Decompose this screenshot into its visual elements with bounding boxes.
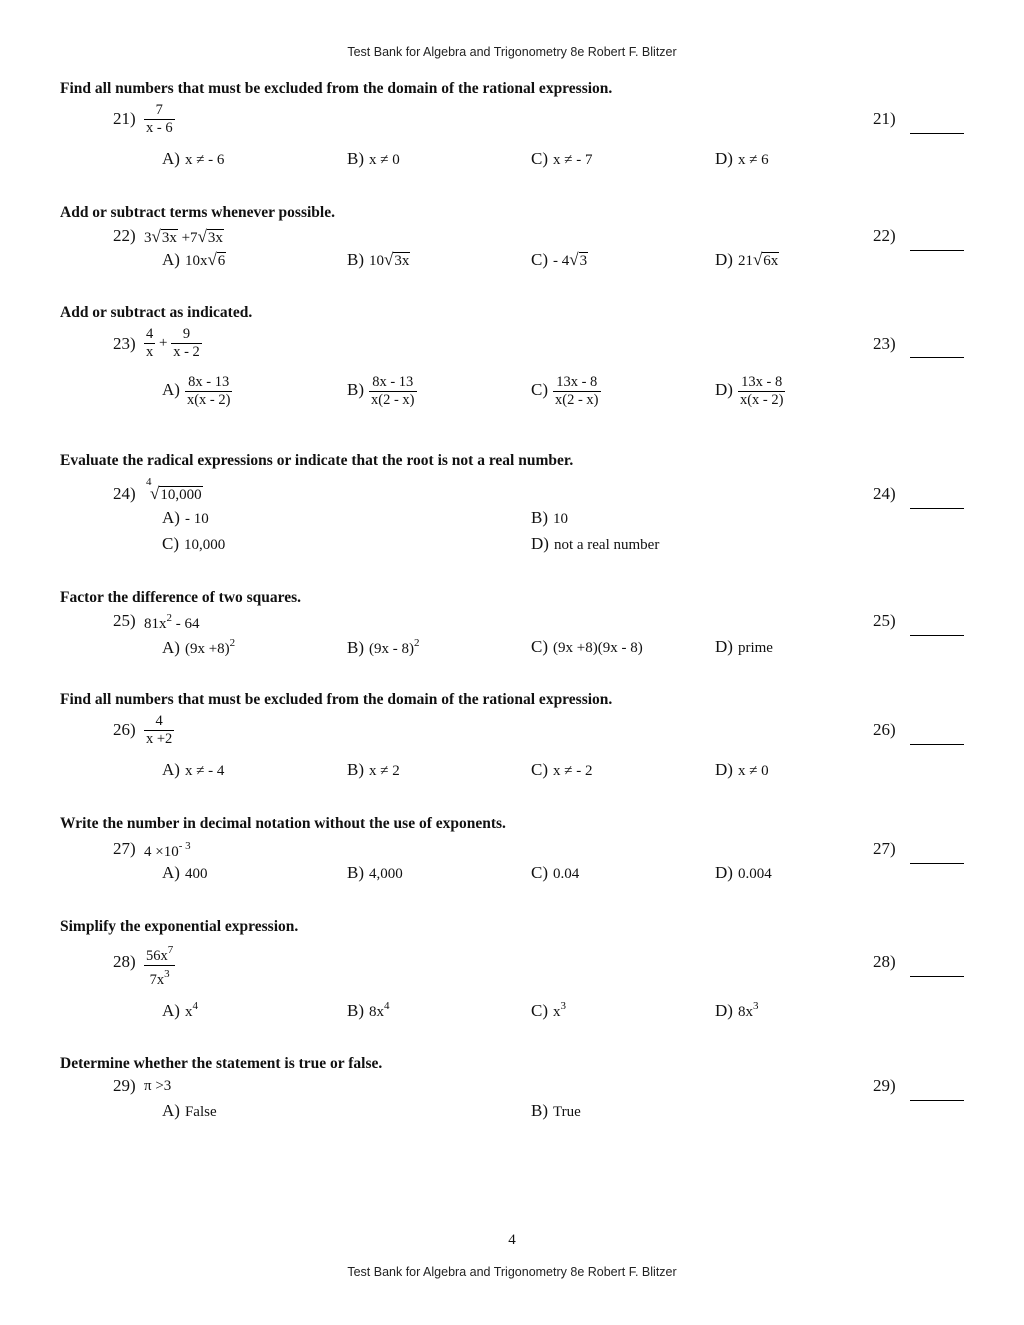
- instruction-21: Find all numbers that must be excluded from the domain of the rational expression.: [60, 80, 613, 97]
- option-27-c[interactable]: C) 0.04: [531, 863, 580, 882]
- option-28-d[interactable]: D) $8x^3$: [715, 1000, 759, 1020]
- fraction: $\frac{56x^7}{7x^3}$: [146, 944, 174, 988]
- answer-blank-27[interactable]: [910, 863, 964, 864]
- option-23-b[interactable]: B) $\frac{8x - 13}{x(2 - x)}$: [347, 374, 415, 408]
- question-22-expression: 3√3x +7√3x: [144, 227, 223, 246]
- answer-blank-24[interactable]: [910, 508, 964, 509]
- page-number: 4: [508, 1232, 516, 1248]
- fraction: $\frac{4}{x +2}$: [146, 713, 173, 747]
- option-28-a[interactable]: A) $x^4$: [162, 1000, 198, 1020]
- option-28-b[interactable]: B) $8x^4$: [347, 1000, 390, 1020]
- option-24-c[interactable]: C) 10,000: [162, 534, 226, 553]
- answer-blank-28[interactable]: [910, 976, 964, 977]
- option-26-c[interactable]: C) x ≠ - 2: [531, 760, 593, 779]
- page-header: Test Bank for Algebra and Trigonometry 8e Robert F. Blitzer: [347, 45, 677, 59]
- answer-label-29: 29): [873, 1076, 896, 1095]
- question-25-expression: $81x^2 - 64$: [144, 612, 200, 632]
- option-25-c[interactable]: C) (9x +8)(9x - 8): [531, 637, 643, 656]
- option-25-d[interactable]: D) prime: [715, 637, 773, 656]
- option-23-a[interactable]: A) $\frac{8x - 13}{x(x - 2)}$: [162, 374, 231, 408]
- option-25-b[interactable]: B) (9x - 8)$^2$: [347, 637, 420, 657]
- question-29-expression: π >3: [144, 1078, 172, 1094]
- question-24-expression: 4 √10,000: [146, 476, 202, 503]
- option-29-b[interactable]: B) True: [531, 1101, 581, 1120]
- instruction-25: Factor the difference of two squares.: [60, 589, 302, 606]
- option-22-b[interactable]: B) 10√3x: [347, 250, 410, 269]
- option-26-b[interactable]: B) x ≠ 2: [347, 760, 400, 779]
- fraction: $\frac{7}{x - 6}$: [146, 102, 173, 136]
- answer-label-28: 28): [873, 952, 896, 971]
- option-27-a[interactable]: A) 400: [162, 863, 208, 882]
- instruction-28: Simplify the exponential expression.: [60, 918, 299, 935]
- answer-label-24: 24): [873, 484, 896, 503]
- option-23-d[interactable]: D) $\frac{13x - 8}{x(x - 2)}$: [715, 374, 784, 408]
- page-footer: Test Bank for Algebra and Trigonometry 8e Robert F. Blitzer: [347, 1265, 677, 1279]
- question-number-28: 28): [113, 952, 136, 971]
- instruction-29: Determine whether the statement is true or false.: [60, 1055, 383, 1072]
- answer-label-21: 21): [873, 109, 896, 128]
- option-26-d[interactable]: D) x ≠ 0: [715, 760, 769, 779]
- instruction-22: Add or subtract terms whenever possible.: [60, 204, 335, 221]
- option-24-b[interactable]: B) 10: [531, 508, 568, 527]
- answer-blank-26[interactable]: [910, 744, 964, 745]
- option-27-b[interactable]: B) 4,000: [347, 863, 403, 882]
- option-21-c[interactable]: C) x ≠ - 7: [531, 149, 593, 168]
- option-22-d[interactable]: D) 21√6x: [715, 250, 779, 269]
- question-27-expression: $4 \times 10^{- 3}$: [144, 840, 191, 860]
- option-23-c[interactable]: C) $\frac{13x - 8}{x(2 - x)}$: [531, 374, 599, 408]
- answer-label-27: 27): [873, 839, 896, 858]
- answer-blank-21[interactable]: [910, 133, 964, 134]
- option-26-a[interactable]: A) x ≠ - 4: [162, 760, 225, 779]
- option-22-c[interactable]: C) - 4√3: [531, 250, 588, 269]
- question-23-expression: $\frac{4}{x}$ + $\frac{9}{x - 2}$: [146, 326, 200, 360]
- answer-blank-22[interactable]: [910, 250, 964, 251]
- instruction-23: Add or subtract as indicated.: [60, 304, 253, 321]
- instruction-26: Find all numbers that must be excluded from the domain of the rational expression.: [60, 691, 613, 708]
- question-number-23: 23): [113, 334, 136, 353]
- option-22-a[interactable]: A) 10x√6: [162, 250, 226, 269]
- option-28-c[interactable]: C) $x^3$: [531, 1000, 566, 1020]
- option-29-a[interactable]: A) False: [162, 1101, 217, 1120]
- question-number-27: 27): [113, 839, 136, 858]
- question-28-expression: [144, 942, 175, 989]
- option-21-a[interactable]: A) x ≠ - 6: [162, 149, 225, 168]
- instruction-27: Write the number in decimal notation without the use of exponents.: [60, 815, 506, 832]
- instruction-24: Evaluate the radical expressions or indicate that the root is not a real number.: [60, 452, 574, 469]
- answer-label-25: 25): [873, 611, 896, 630]
- question-number-22: 22): [113, 226, 136, 245]
- answer-blank-29[interactable]: [910, 1100, 964, 1101]
- question-number-29: 29): [113, 1076, 136, 1095]
- option-21-d[interactable]: D) x ≠ 6: [715, 149, 769, 168]
- answer-label-22: 22): [873, 226, 896, 245]
- answer-blank-23[interactable]: [910, 357, 964, 358]
- question-number-26: 26): [113, 720, 136, 739]
- question-number-24: 24): [113, 484, 136, 503]
- option-25-a[interactable]: A) $(9x +8)^2$: [162, 637, 236, 657]
- option-24-d[interactable]: D) not a real number: [531, 534, 660, 553]
- question-21-expression: [144, 102, 175, 137]
- question-26-expression: [144, 713, 174, 748]
- fraction: $\frac{4}{x}$: [146, 326, 154, 360]
- option-24-a[interactable]: A) - 10: [162, 508, 209, 527]
- question-number-25: 25): [113, 611, 136, 630]
- answer-label-23: 23): [873, 334, 896, 353]
- fraction: $\frac{9}{x - 2}$: [173, 326, 200, 360]
- option-27-d[interactable]: D) 0.004: [715, 863, 772, 882]
- answer-blank-25[interactable]: [910, 635, 964, 636]
- question-number-21: 21): [113, 109, 136, 128]
- option-21-b[interactable]: B) x ≠ 0: [347, 149, 400, 168]
- answer-label-26: 26): [873, 720, 896, 739]
